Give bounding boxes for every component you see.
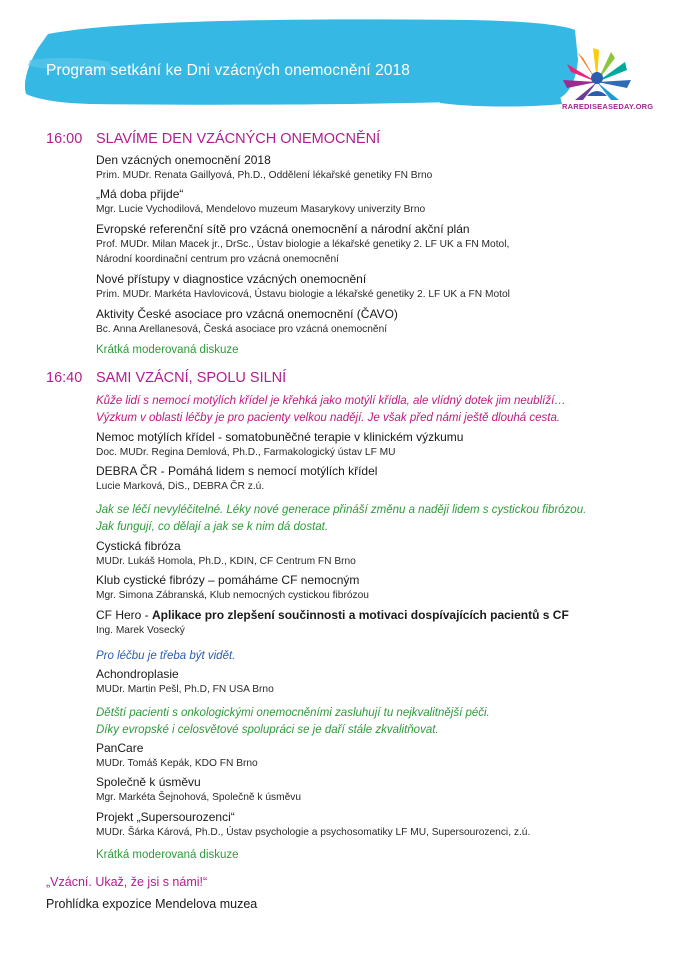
item-title: Klub cystické fibrózy – pomáháme CF nemocným <box>96 573 360 587</box>
item-title: DEBRA ČR - Pomáhá lidem s nemocí motýlích křídel <box>96 464 378 478</box>
quote-line: Dětští pacienti s onkologickými onemocněními zasluhují tu nejkvalitnější péči. <box>96 707 490 719</box>
item-speaker: Ing. Marek Vosecký <box>96 625 185 636</box>
item-title: „Má doba přijde“ <box>96 187 184 201</box>
museum-tour: Prohlídka expozice Mendelova muzea <box>46 897 258 911</box>
quote-line: Díky evropské i celosvětové spolupráci se je daří stále zkvalitňovat. <box>96 724 439 736</box>
section-title: SAMI VZÁCNÍ, SPOLU SILNÍ <box>96 370 287 386</box>
item-title: Aktivity České asociace pro vzácná onemocnění (ČAVO) <box>96 307 398 321</box>
quote-oncology <box>96 705 656 739</box>
program-item <box>96 186 656 217</box>
item-title: Evropské referenční sítě pro vzácná onemocnění a národní akční plán <box>96 222 470 236</box>
item-speaker: Doc. MUDr. Regina Demlová, Ph.D., Farmakologický ústav LF MU <box>96 447 396 458</box>
program-item <box>96 152 656 183</box>
quote-line: Výzkum v oblasti léčby je pro pacienty velkou nadějí. Je však před námi ještě dlouhá cesta. <box>96 412 561 424</box>
logo-text: RAREDISEASEDAY.ORG <box>562 102 654 111</box>
item-title: Nové přístupy v diagnostice vzácných onemocnění <box>96 272 367 286</box>
page-title: Program setkání ke Dni vzácných onemocnění 2018 <box>46 62 410 79</box>
program-item <box>96 463 656 494</box>
item-speaker: Prim. MUDr. Markéta Havlovicová, Ústavu biologie a lékařské genetiky 2. LF UK a FN Motol <box>96 289 510 300</box>
program-item <box>96 538 656 569</box>
item-title: Cystická fibróza <box>96 539 181 553</box>
item-title: Den vzácných onemocnění 2018 <box>96 153 271 167</box>
program-item <box>96 572 656 603</box>
item-speaker: Bc. Anna Arellanesová, Česká asociace pro vzácná onemocnění <box>96 324 388 335</box>
program-item <box>96 221 656 267</box>
program-item <box>96 271 656 302</box>
section-title: SLAVÍME DEN VZÁCNÝCH ONEMOCNĚNÍ <box>96 131 381 147</box>
item-title-bold: Aplikace pro zlepšení součinnosti a motivaci dospívajících pacientů s CF <box>152 608 569 622</box>
program-item <box>96 429 656 460</box>
section-heading-2 <box>46 370 286 386</box>
program-item <box>96 740 656 771</box>
item-speaker: Mgr. Simona Zábranská, Klub nemocných cystickou fibrózou <box>96 590 369 601</box>
quote-line: Jak fungují, co dělají a jak se k nim dá dostat. <box>96 521 329 533</box>
item-title-prefix: CF Hero - <box>96 608 153 622</box>
slogan: „Vzácní. Ukaž, že jsi s námi!“ <box>46 875 208 889</box>
quote-cf <box>96 502 656 536</box>
item-speaker: Lucie Marková, DiS., DEBRA ČR z.ú. <box>96 481 265 492</box>
item-title: Společně k úsměvu <box>96 775 201 789</box>
item-speaker: Mgr. Markéta Šejnohová, Společně k úsměvu <box>96 792 301 803</box>
item-speaker: MUDr. Lukáš Homola, Ph.D., KDIN, CF Centrum FN Brno <box>96 556 356 567</box>
quote-visibility: Pro léčbu je třeba být vidět. <box>96 650 236 662</box>
item-speaker: MUDr. Šárka Kárová, Ph.D., Ústav psychologie a psychosomatiky LF MU, Supersourozenci, z.ú. <box>96 827 531 838</box>
program-item <box>96 666 656 697</box>
item-title: Projekt „Supersourozenci“ <box>96 810 235 824</box>
item-title <box>96 607 656 623</box>
program-item <box>96 306 656 337</box>
program-item <box>96 607 656 638</box>
item-title: PanCare <box>96 741 144 755</box>
item-speaker: Prof. MUDr. Milan Macek jr., DrSc., Ústav biologie a lékařské genetiky 2. LF UK a FN Motol, <box>96 239 510 250</box>
item-speaker: MUDr. Martin Pešl, Ph.D, FN USA Brno <box>96 684 274 695</box>
item-title: Achondroplasie <box>96 667 179 681</box>
section-time: 16:00 <box>46 131 83 147</box>
program-item <box>96 774 656 805</box>
quote-line: Kůže lidí s nemocí motýlích křídel je křehká jako motýlí křídla, ale vlídný dotek jim neublíží… <box>96 395 566 407</box>
item-speaker: MUDr. Tomáš Kepák, KDO FN Brno <box>96 758 258 769</box>
section-time: 16:40 <box>46 370 83 386</box>
quote-butterfly <box>96 393 656 427</box>
item-speaker: Mgr. Lucie Vychodilová, Mendelovo muzeum Masarykovy univerzity Brno <box>96 204 426 215</box>
discussion-label: Krátká moderovaná diskuze <box>96 344 239 356</box>
section-heading-1 <box>46 131 380 147</box>
item-speaker-line2: Národní koordinační centrum pro vzácná onemocnění <box>96 254 339 265</box>
program-item <box>96 809 656 840</box>
quote-line: Jak se léčí nevyléčitelné. Léky nové generace přináší změnu a naději lidem s cystickou fibrózou. <box>96 504 587 516</box>
item-speaker: Prim. MUDr. Renata Gaillyová, Ph.D., Oddělení lékařské genetiky FN Brno <box>96 170 433 181</box>
discussion-label: Krátká moderovaná diskuze <box>96 849 239 861</box>
item-title: Nemoc motýlích křídel - somatobuněčné terapie v klinickém výzkumu <box>96 430 464 444</box>
